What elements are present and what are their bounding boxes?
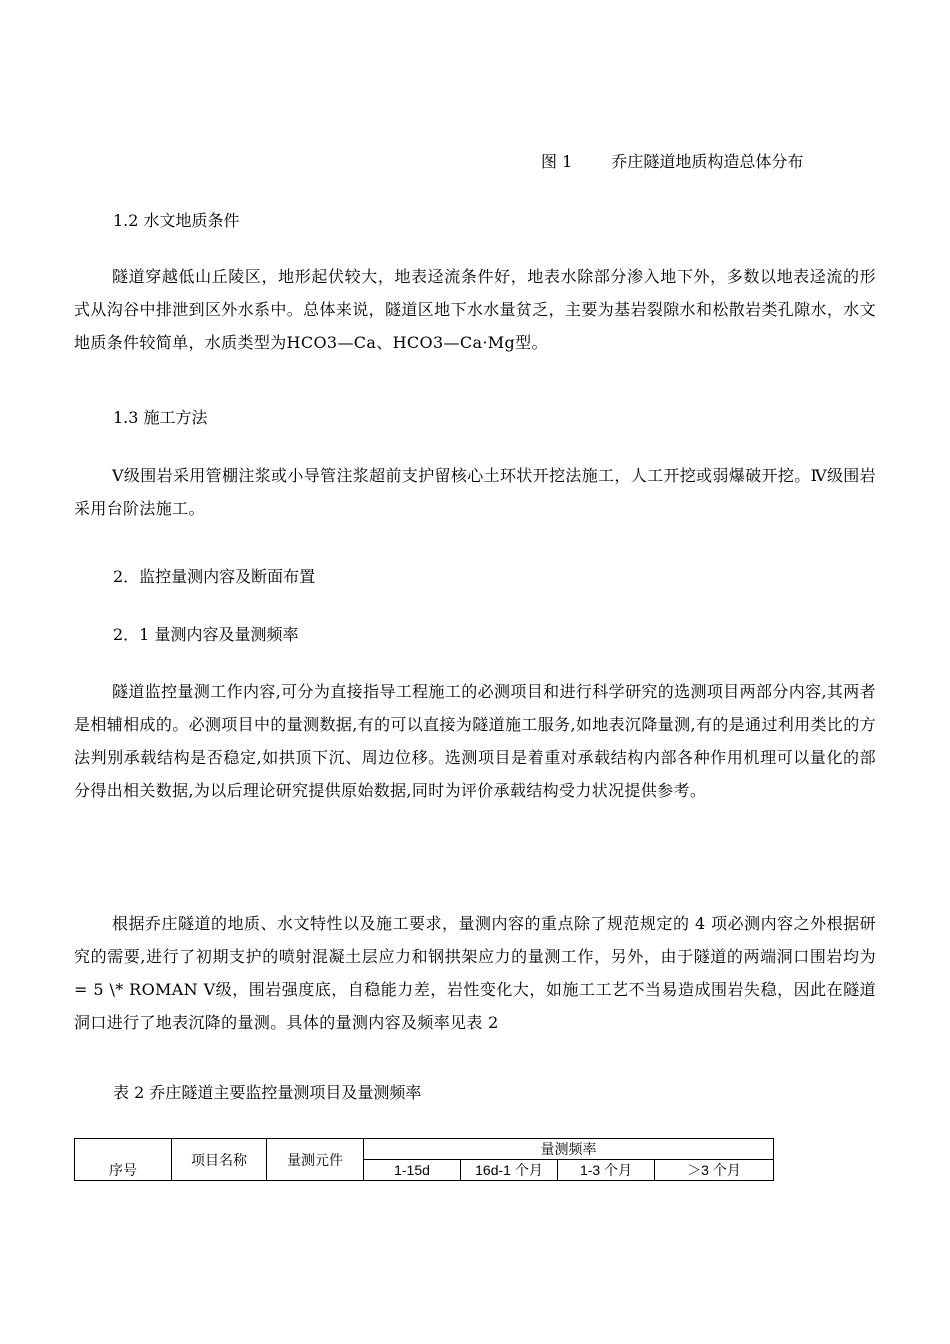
header-frequency: 量测频率 bbox=[364, 1139, 774, 1160]
paragraph-hydrogeology: 隧道穿越低山丘陵区，地形起伏较大，地表迳流条件好，地表水除部分渗入地下外，多数以地表迳流的形式从沟谷中排泄到区外水系中。总体来说，隧道区地下水水量贫乏，主要为基岩裂隙水和松散岩类孔隙水，水文地质条件较简单，水质类型为HCO3—Ca、HCO3—Ca·Mg型。 bbox=[74, 267, 876, 352]
header-index: 序号 bbox=[75, 1139, 172, 1181]
figure-caption bbox=[541, 152, 803, 172]
figure-label: 图 1 bbox=[541, 152, 573, 171]
header-element: 量测元件 bbox=[267, 1139, 364, 1181]
paragraph-construction-method: Ⅴ级围岩采用管棚注浆或小导管注浆超前支护留核心土环状开挖法施工，人工开挖或弱爆破开挖。Ⅳ级围岩采用台阶法施工。 bbox=[74, 466, 876, 518]
paragraph-monitoring-content: 隧道监控量测工作内容,可分为直接指导工程施工的必测项目和进行科学研究的选测项目两部分内容,其两者是相辅相成的。必测项目中的量测数据,有的可以直接为隧道施工服务,如地表沉降量测,有的是通过利用类比的方法判别承载结构是否稳定,如拱顶下沉、周边位移。选测项目是着重对承载结构内部各种作用机理可以量化的部分得出相关数据,为以后理论研究提供原始数据,同时为评价承载结构受力状况提供参考。 bbox=[74, 682, 876, 800]
paragraph-measurement-focus: 根据乔庄隧道的地质、水文特性以及施工要求，量测内容的重点除了规范规定的 4 项必测内容之外根据研究的需要,进行了初期支护的喷射混凝土层应力和钢拱架应力的量测工作，另外，由于隧道的两端洞口围岩均为 = 5 \* ROMAN Ⅴ级，围岩强度底，自稳能力差，岩性变化大，如施工工艺不当易造成围岩失稳，因此在隧道洞口进行了地表沉降的量测。具体的量测内容及频率见表 2 bbox=[74, 914, 876, 1032]
figure-title: 乔庄隧道地质构造总体分布 bbox=[611, 152, 804, 171]
section-heading-1-2: 1.2 水文地质条件 bbox=[113, 211, 240, 230]
section-heading-2-1: 2．1 量测内容及量测频率 bbox=[113, 625, 299, 644]
header-item-name: 项目名称 bbox=[172, 1139, 267, 1181]
table-caption: 表 2 乔庄隧道主要监控量测项目及量测频率 bbox=[113, 1083, 422, 1102]
header-period-4: ＞3 个月 bbox=[655, 1160, 774, 1181]
section-heading-2: 2．监控量测内容及断面布置 bbox=[113, 567, 316, 586]
section-heading-1-3: 1.3 施工方法 bbox=[113, 408, 208, 427]
header-period-1: 1-15d bbox=[364, 1160, 461, 1181]
header-period-3: 1-3 个月 bbox=[558, 1160, 655, 1181]
header-period-2: 16d-1 个月 bbox=[461, 1160, 558, 1181]
monitoring-frequency-table bbox=[74, 1138, 774, 1181]
